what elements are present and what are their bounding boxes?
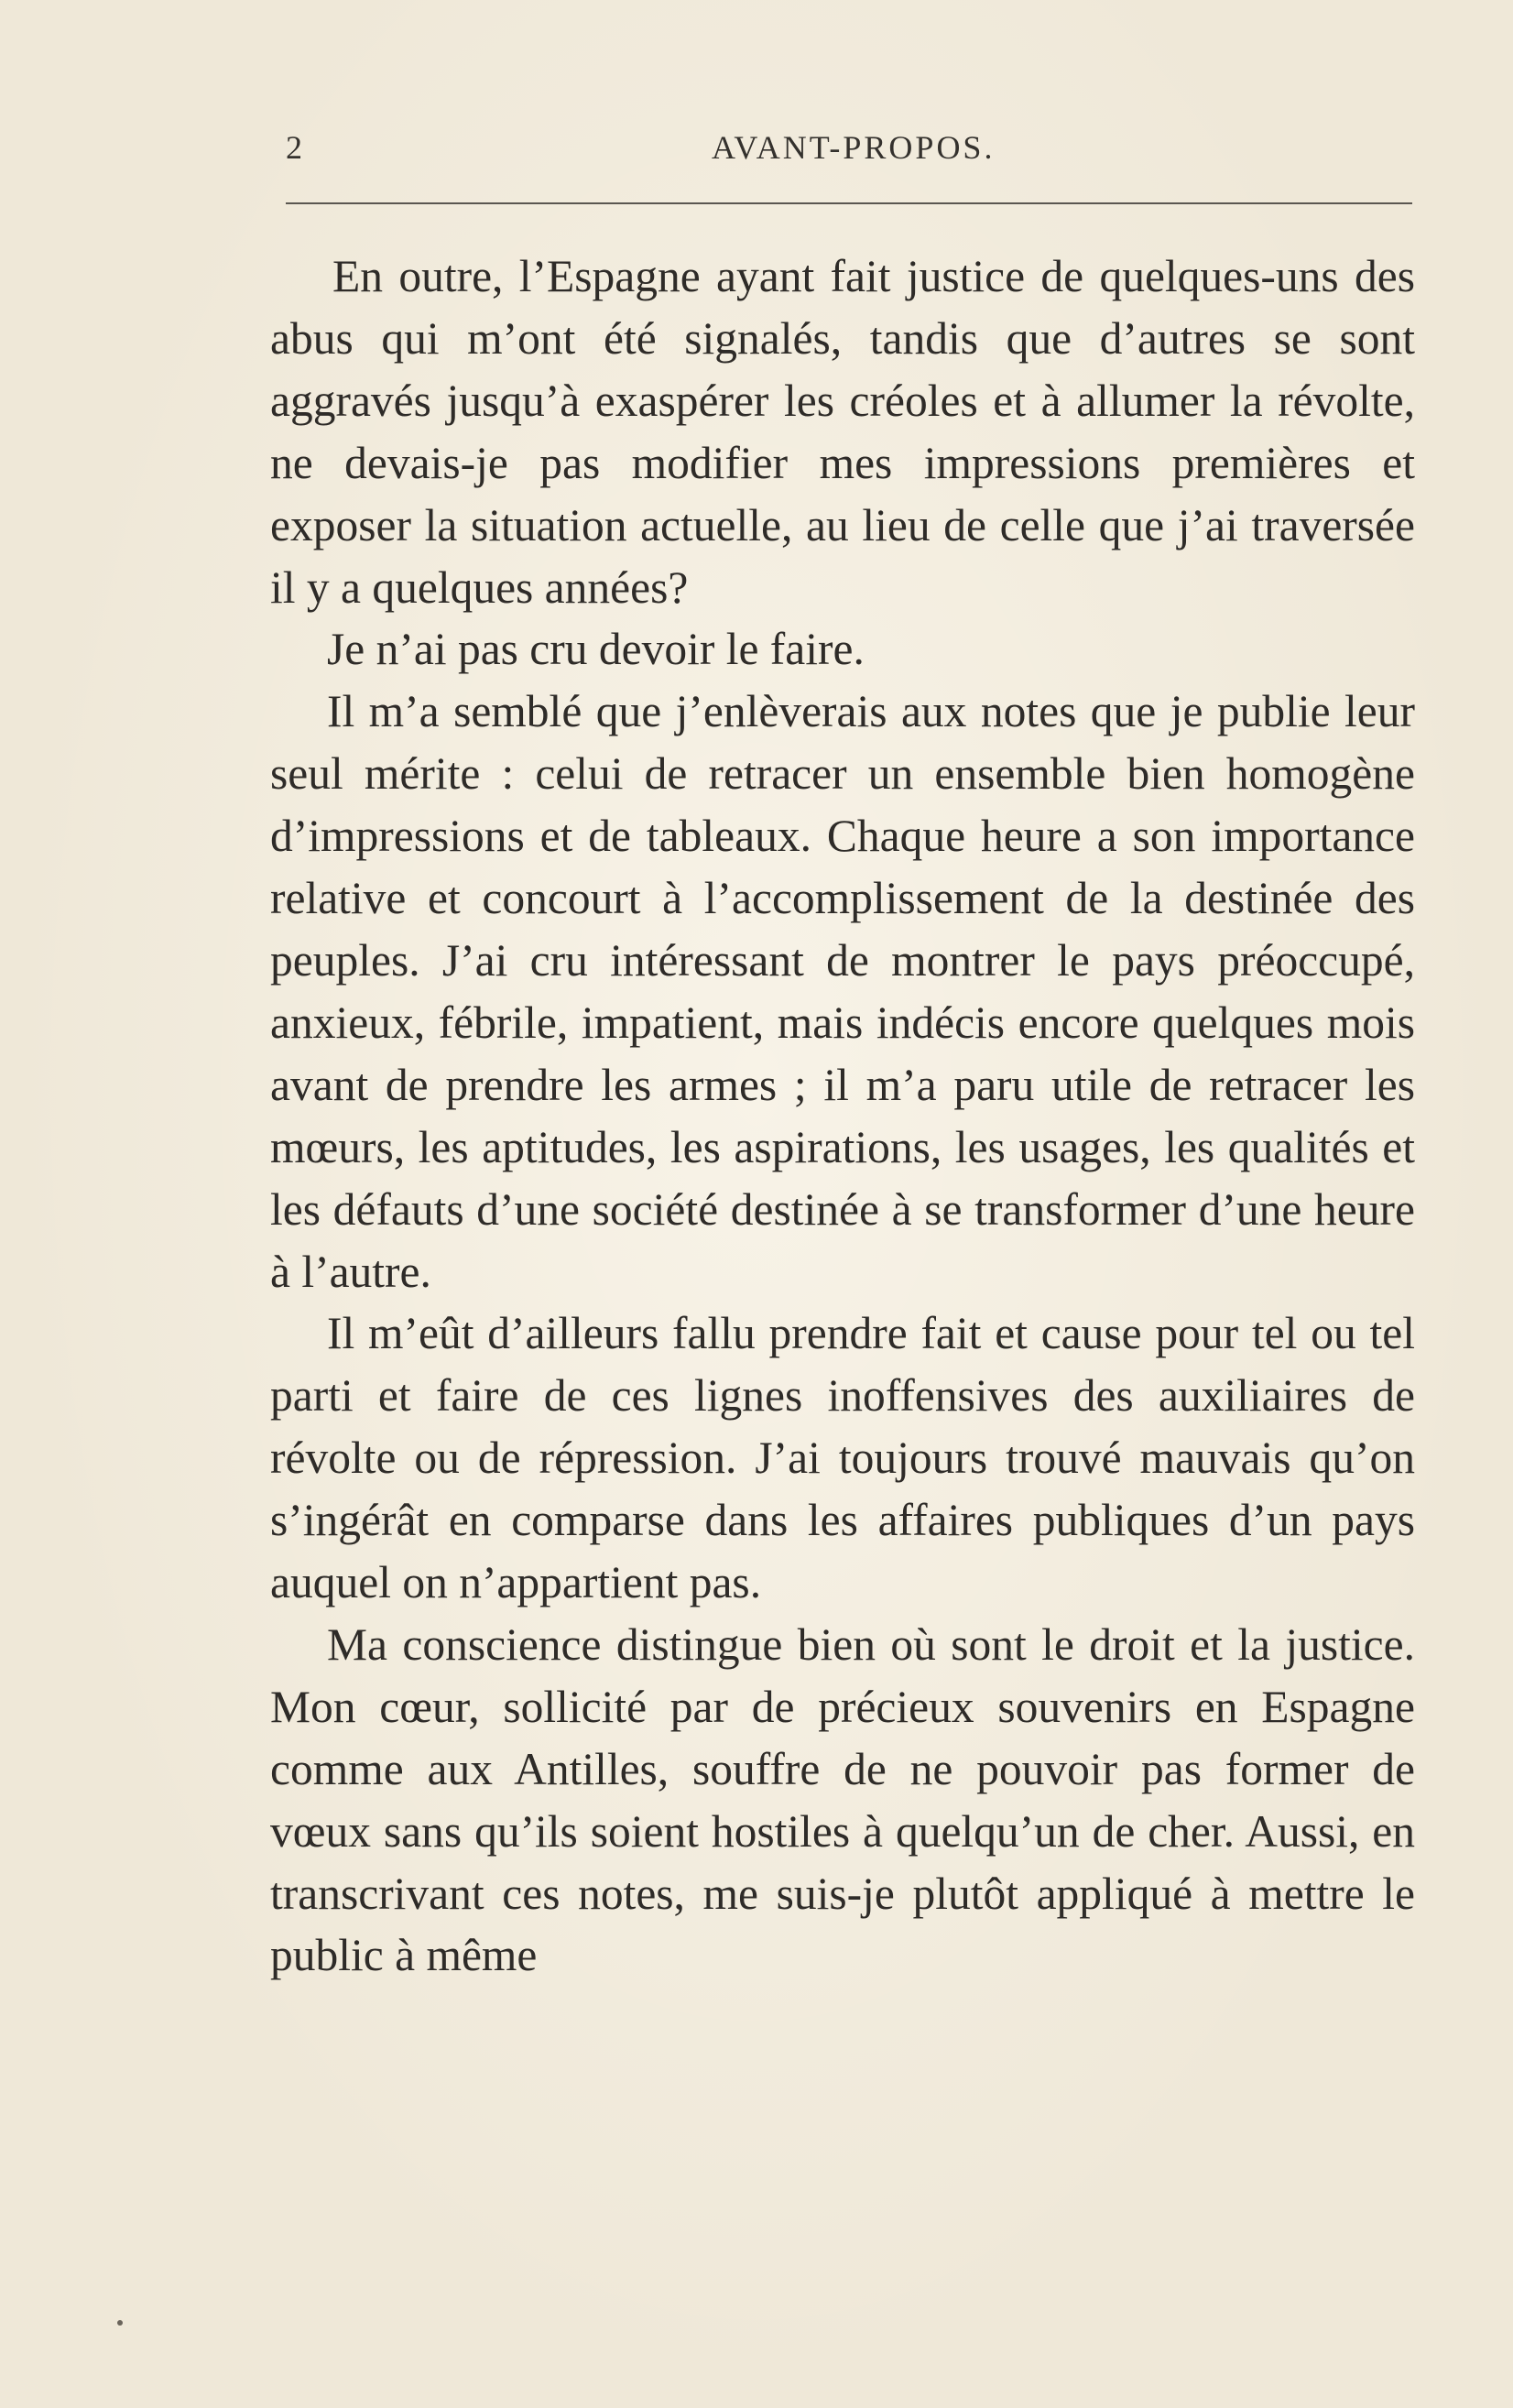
header-rule [286,202,1412,204]
page-number: 2 [286,129,304,166]
running-title: AVANT-PROPOS. [712,129,996,166]
paragraph-2: Je n’ai pas cru devoir le faire. [327,624,865,675]
running-header [286,128,1412,174]
paragraph-5: Ma conscience distingue bien où sont le droit et la justice. Mon cœur, sollicité par de précieux souvenirs en Espagne comme aux Antilles, souffre de ne pouvoir pas former de vœux sans qu’ils soient hostiles à quelqu’un de cher. Aussi, en transcrivant ces notes, me suis-je plutôt appliqué à mettre le public à même [270,1618,1415,1981]
paper-speck [117,2320,123,2326]
paragraph-1: En outre, l’Espagne ayant fait justice de quelques-uns des abus qui m’ont été signalés, tandis que d’autres se sont aggravés jusqu’à exaspérer les créoles et à allumer la révolte, ne devais-je pas modifier mes impressions premières et exposer la situation actuelle, au lieu de celle que j’ai traversée il y a quelques années? [270,251,1415,613]
paragraph-4: Il m’eût d’ailleurs fallu prendre fait et cause pour tel ou tel parti et faire de ces lignes inoffensives des auxiliaires de révolte ou de répression. J’ai toujours trouvé mauvais qu’on s’ingérât en comparse dans les affaires publiques d’un pays auquel on n’appartient pas. [270,1308,1415,1608]
paragraph-3: Il m’a semblé que j’enlèverais aux notes que je publie leur seul mérite : celui de retracer un ensemble bien homogène d’impressions et de tableaux. Chaque heure a son importance relative et concourt à l’accomplissement de la destinée des peuples. J’ai cru intéressant de montrer le pays préoccupé, anxieux, fébrile, impatient, mais indécis encore quelques mois avant de prendre les armes ; il m’a paru utile de retracer les mœurs, les aptitudes, les aspirations, les usages, les qualités et les défauts d’une société destinée à se transformer d’une heure à l’autre. [270,686,1415,1297]
body-text [270,245,1415,1987]
